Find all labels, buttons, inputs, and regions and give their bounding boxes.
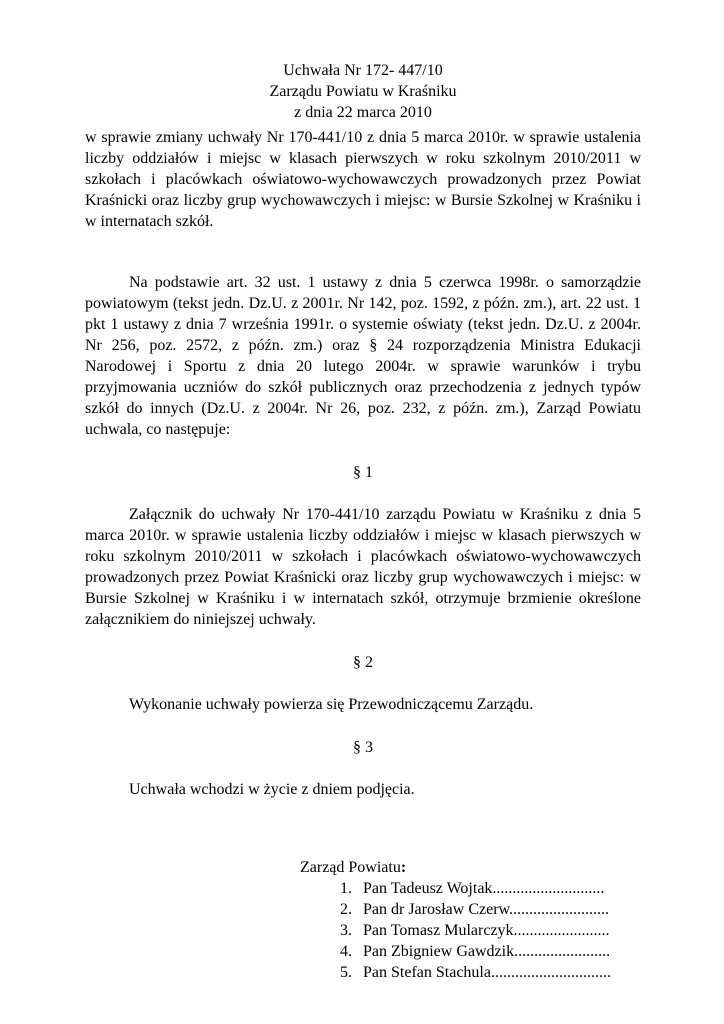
signature-line: Pan dr Jarosław Czerw......................... (363, 901, 610, 918)
section-text-1: Załącznik do uchwały Nr 170-441/10 zarządu Powiatu w Kraśniku z dnia 5 marca 2010r. w sprawie ustalenia liczby oddziałów i miejsc w klasach pierwszych w roku szkolnym 2010/2011 w szkołach i placówkach oświatowo-wychowawczych prowadzonych przez Powiat Kraśnicki oraz liczby grup wychowawczych i miejsc: w Bursie Szkolnej w Kraśniku i w internatach szkół, otrzymuje brzmienie określone załącznikiem do niniejszej uchwały. (85, 506, 641, 628)
issuing-body: Zarządu Powiatu w Kraśniku (269, 83, 457, 100)
signature-item (340, 941, 641, 962)
signature-number: 1. (340, 880, 352, 897)
section-text-3: Uchwała wchodzi w życie z dniem podjęcia. (129, 781, 415, 798)
legal-basis-paragraph: Na podstawie art. 32 ust. 1 ustawy z dnia 5 czerwca 1998r. o samorządzie powiatowym (tekst jedn. Dz.U. z 2001r. Nr 142, poz. 1592, z późn. zm.), art. 22 ust. 1 pkt 1 ustawy z dnia 7 września 1991r. o systemie oświaty (tekst jedn. Dz.U. z 2004r. Nr 256, poz. 2572, z późn. zm.) oraz § 24 rozporządzenia Ministra Edukacji Narodowej i Sportu z dnia 20 lutego 2004r. w sprawie warunków i trybu przyjmowania uczniów do szkół publicznych oraz przechodzenia z jednych typów szkół do innych (Dz.U. z 2004r. Nr 26, poz. 232, z późn. zm.), Zarząd Powiatu uchwala, co następuje: (85, 274, 641, 438)
signature-item (340, 920, 641, 941)
signature-list (300, 878, 641, 983)
resolution-subject: w sprawie zmiany uchwały Nr 170-441/10 z dnia 5 marca 2010r. w sprawie ustalenia liczby oddziałów i miejsc w klasach pierwszych w roku szkolnym 2010/2011 w szkołach i placówkach oświatowo-wychowawczych prowadzonych przez Powiat Kraśnicki oraz liczby grup wychowawczych i miejsc: w Bursie Szkolnej w Kraśniku i w internatach szkół. (85, 129, 641, 230)
section-mark-2: § 2 (353, 654, 373, 671)
signature-number: 4. (340, 943, 352, 960)
signature-line: Pan Tadeusz Wojtak............................ (363, 880, 605, 897)
signature-line: Pan Stefan Stachula.............................. (363, 964, 611, 981)
signature-title-text: Zarząd Powiatu (300, 859, 401, 876)
signature-number: 5. (340, 964, 352, 981)
signature-title-colon: : (400, 859, 407, 876)
signature-line: Pan Zbigniew Gawdzik........................ (363, 943, 611, 960)
signature-item (340, 878, 641, 899)
signature-item (340, 962, 641, 983)
section-text-2: Wykonanie uchwały powierza się Przewodniczącemu Zarządu. (129, 696, 534, 713)
signature-block (85, 857, 641, 983)
signature-item (340, 899, 641, 920)
signature-line: Pan Tomasz Mularczyk........................ (363, 922, 610, 939)
resolution-date: z dnia 22 marca 2010 (294, 104, 432, 121)
section-mark-1: § 1 (353, 464, 373, 481)
signature-number: 3. (340, 922, 352, 939)
section-mark-3: § 3 (353, 739, 373, 756)
signature-number: 2. (340, 901, 352, 918)
resolution-header (85, 60, 641, 123)
document-page (85, 60, 641, 983)
resolution-number: Uchwała Nr 172- 447/10 (283, 62, 443, 79)
signature-title (300, 857, 641, 878)
